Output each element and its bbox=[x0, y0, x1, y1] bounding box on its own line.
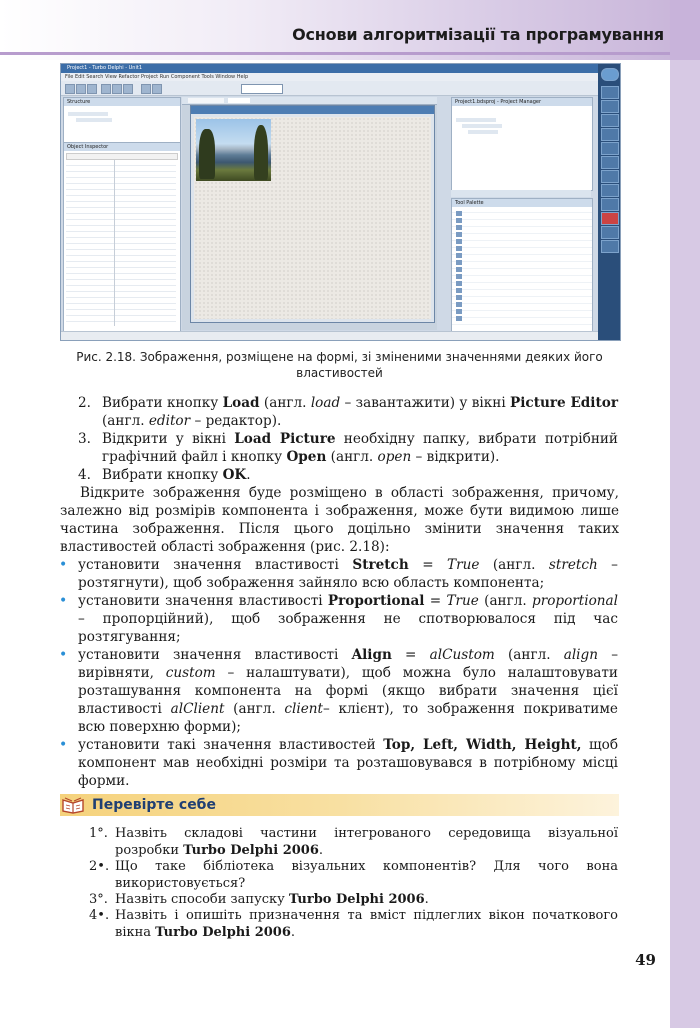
bullet-dot: • bbox=[59, 647, 68, 663]
image-component-photo bbox=[196, 119, 271, 181]
ide-toolbar bbox=[61, 81, 620, 96]
taskbar-item bbox=[601, 226, 619, 239]
taskbar-item bbox=[601, 114, 619, 127]
question-4: Назвіть і опишіть призначення та вміст підлеглих вікон початкового вікна Turbo Delphi 2006. bbox=[115, 908, 618, 940]
page-edge-strip bbox=[670, 0, 700, 1028]
project-node bbox=[462, 124, 502, 128]
step-number: 2. bbox=[78, 395, 91, 411]
figure-caption: Рис. 2.18. Зображення, розміщене на формі, зі зміненими значеннями деяких його властивостей bbox=[76, 350, 603, 380]
question-number: 1°. bbox=[89, 826, 108, 841]
header-rule bbox=[0, 52, 700, 55]
bullet-proportional: установити значення властивості Proportional = True (англ. proportional – пропорційний), щоб зображення не спотворювалося під час розтягування; bbox=[78, 593, 618, 645]
project-node bbox=[456, 118, 496, 122]
taskbar-item bbox=[601, 198, 619, 211]
start-button bbox=[601, 68, 619, 81]
taskbar-item bbox=[601, 128, 619, 141]
photo-tree-right bbox=[254, 125, 268, 180]
tool-palette-title: Tool Palette bbox=[452, 199, 592, 207]
body-paragraph: Відкрите зображення буде розміщено в області зображення, причому, залежно від розмірів компонента і зображення, може бути видимою лише частина зображення. Після цього доцільно змінити значення таких властивостей області зображення (рис. 2.18): bbox=[60, 485, 619, 555]
toolbar-copy-icon bbox=[112, 84, 122, 94]
question-2: Що таке бібліотека візуальних компонентів? Для чого вона використовується? bbox=[115, 859, 618, 891]
property-grid bbox=[66, 160, 176, 326]
tab-welcome-page bbox=[188, 98, 224, 103]
toolbar-save-icon bbox=[87, 84, 97, 94]
tab-unit1 bbox=[228, 98, 250, 103]
check-yourself-title: Перевірте себе bbox=[92, 797, 216, 813]
ide-titlebar bbox=[61, 64, 620, 73]
taskbar-item bbox=[601, 212, 619, 225]
question-1: Назвіть складові частини інтегрованого середовища візуальної розробки Turbo Delphi 2006. bbox=[115, 826, 618, 858]
form1-grid bbox=[194, 117, 431, 319]
structure-node bbox=[76, 118, 112, 122]
header-title: Основи алгоритмізації та програмування bbox=[292, 25, 664, 44]
bullet-stretch: установити значення властивості Stretch = True (англ. stretch – розтягнути), щоб зображення зайняло всю область компонента; bbox=[78, 557, 618, 591]
property-grid-divider bbox=[114, 160, 115, 326]
object-inspector-panel bbox=[63, 142, 181, 332]
toolbar-cut-icon bbox=[101, 84, 111, 94]
toolbar-run-icon bbox=[141, 84, 151, 94]
windows-taskbar bbox=[598, 64, 620, 340]
taskbar-item bbox=[601, 156, 619, 169]
step-number: 4. bbox=[78, 467, 91, 483]
structure-node bbox=[68, 112, 108, 116]
taskbar-item bbox=[601, 86, 619, 99]
structure-panel-title: Structure bbox=[64, 98, 180, 106]
bullet-dot: • bbox=[59, 557, 68, 573]
object-inspector-title: Object Inspector bbox=[64, 143, 180, 151]
taskbar-item bbox=[601, 142, 619, 155]
page-number: 49 bbox=[635, 951, 656, 969]
page-edge-strip-top bbox=[670, 0, 700, 60]
project-manager-title: Project1.bdsproj - Project Manager bbox=[452, 98, 592, 106]
toolbar-open-icon bbox=[76, 84, 86, 94]
toolbar-layout-select bbox=[241, 84, 283, 94]
taskbar-item bbox=[601, 184, 619, 197]
step-3: Відкрити у вікні Load Picture необхідну папку, вибрати потрібний графічний файл і кнопку Open (англ. open – відкрити). bbox=[102, 431, 618, 465]
step-number: 3. bbox=[78, 431, 91, 447]
structure-panel bbox=[63, 97, 181, 143]
step-4: Вибрати кнопку OK. bbox=[102, 467, 251, 483]
toolbar-pause-icon bbox=[152, 84, 162, 94]
object-selector bbox=[66, 153, 178, 160]
bullet-dimensions: установити такі значення властивостей Top, Left, Width, Height, щоб компонент мав необхідні розміри та розташовувався в потрібному місці форми. bbox=[78, 737, 619, 789]
ide-menubar: File Edit Search View Refactor Project Run Component Tools Window Help bbox=[61, 73, 620, 81]
question-3: Назвіть способи запуску Turbo Delphi 2006. bbox=[115, 892, 429, 907]
question-number: 4•. bbox=[89, 908, 110, 923]
project-node bbox=[468, 130, 498, 134]
editor-tabs bbox=[182, 97, 437, 105]
question-number: 2•. bbox=[89, 859, 110, 874]
form1-window bbox=[190, 105, 435, 323]
palette-icons bbox=[456, 211, 462, 321]
taskbar-item bbox=[601, 100, 619, 113]
toolbar-paste-icon bbox=[123, 84, 133, 94]
open-book-icon bbox=[62, 796, 84, 814]
bullet-dot: • bbox=[59, 737, 68, 753]
taskbar-item bbox=[601, 170, 619, 183]
toolbar-new-icon bbox=[65, 84, 75, 94]
taskbar-item bbox=[601, 240, 619, 253]
tool-palette-panel bbox=[451, 198, 593, 332]
step-2: Вибрати кнопку Load (англ. load – завантажити) у вікні Picture Editor (англ. editor – редактор). bbox=[102, 395, 618, 429]
bullet-align: установити значення властивості Align = alCustom (англ. align – вирівняти, custom – налаштувати), щоб можна було налаштовувати розташування компонента на формі (якщо вибрати значення цієї властивості alClient (англ. client– клієнт), то зображення покриватиме всю поверхню форми); bbox=[78, 647, 618, 735]
question-number: 3°. bbox=[89, 892, 108, 907]
bullet-dot: • bbox=[59, 593, 68, 609]
project-manager-panel bbox=[451, 97, 593, 191]
form1-titlebar bbox=[191, 106, 434, 114]
ide-screenshot bbox=[60, 63, 621, 341]
ide-statusbar bbox=[61, 331, 598, 340]
ide-window-title: Project1 - Turbo Delphi - Unit1 bbox=[67, 65, 143, 71]
manager-tabs bbox=[451, 190, 591, 197]
photo-tree-left bbox=[199, 129, 215, 179]
